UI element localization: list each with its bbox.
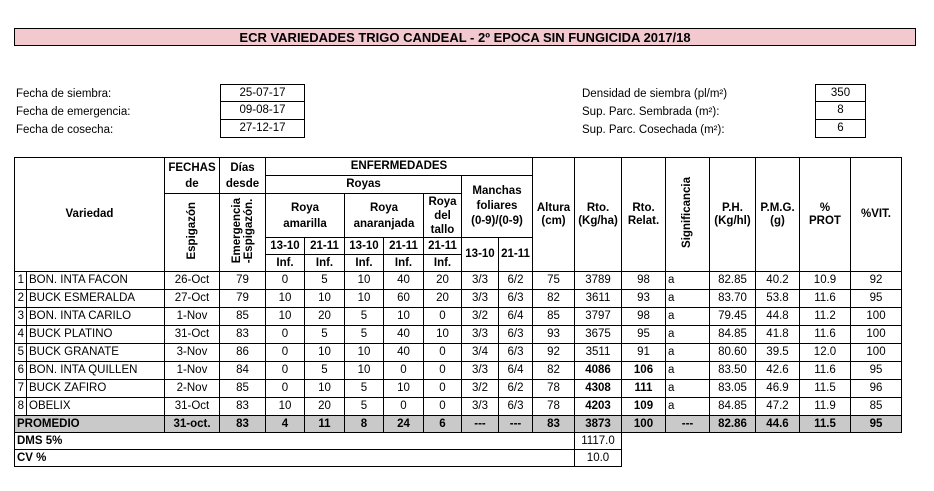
table-row <box>15 398 902 416</box>
cell: 11.9 <box>800 398 851 416</box>
cv-label: CV % <box>15 450 575 467</box>
cell: 106 <box>622 362 666 380</box>
cell: 20 <box>305 398 345 416</box>
cell: 0 <box>266 380 305 398</box>
cell: 20 <box>424 290 462 308</box>
cell: a <box>666 398 710 416</box>
cell: 10 <box>266 398 305 416</box>
cell: 109 <box>622 398 666 416</box>
cell: 0 <box>424 380 462 398</box>
pmg-header: P.M.G. (g) <box>756 158 800 272</box>
fecha-siembra-label: Fecha de siembra: <box>16 88 112 100</box>
cell: 3/3 <box>462 326 499 344</box>
cell: 0 <box>424 398 462 416</box>
cell: 6/3 <box>499 290 533 308</box>
cell: 6/2 <box>499 380 533 398</box>
cell: 3/2 <box>462 308 499 326</box>
cell: 3873 <box>575 416 622 433</box>
date-header: 21-11 <box>499 238 533 272</box>
date-header: 21-11 <box>384 238 424 255</box>
cell: 10 <box>305 290 345 308</box>
cell: 53.8 <box>756 290 800 308</box>
cell: 3611 <box>575 290 622 308</box>
cell: 82 <box>533 362 575 380</box>
cell: 100 <box>622 416 666 433</box>
cell: 46.9 <box>756 380 800 398</box>
cell: 5 <box>305 362 345 380</box>
cell: 95 <box>622 326 666 344</box>
variety-name: BON. INTA CARILO <box>27 308 165 326</box>
cell: 3/2 <box>462 380 499 398</box>
rto-header: Rto. (Kg/ha) <box>575 158 622 272</box>
inf-header: Inf. <box>345 255 384 272</box>
cell: 10 <box>305 380 345 398</box>
date-header: 13-10 <box>345 238 384 255</box>
cell: 3-Nov <box>165 344 220 362</box>
table-row <box>15 326 902 344</box>
cell: 4 <box>266 416 305 433</box>
cell: 44.6 <box>756 416 800 433</box>
cv-row <box>15 450 902 467</box>
cell: 1-Nov <box>165 362 220 380</box>
date-header: 21-11 <box>305 238 345 255</box>
dms-row <box>15 433 902 450</box>
inf-header: Inf. <box>266 255 305 272</box>
cell: 31-Oct <box>165 398 220 416</box>
cell: 92 <box>533 344 575 362</box>
variety-name: BON. INTA FACON <box>27 272 165 290</box>
cell: 78 <box>533 398 575 416</box>
cell: 20 <box>424 272 462 290</box>
cell: 82.86 <box>710 416 756 433</box>
table-row <box>15 380 902 398</box>
cell: 20 <box>305 308 345 326</box>
cell: 6 <box>424 416 462 433</box>
row-index: 8 <box>15 398 27 416</box>
cell: 3/3 <box>462 272 499 290</box>
cell: 3797 <box>575 308 622 326</box>
royas-header: Royas <box>266 176 462 194</box>
date-header: 13-10 <box>266 238 305 255</box>
cell: 24 <box>384 416 424 433</box>
inf-header: Inf. <box>424 255 462 272</box>
cell: 4203 <box>575 398 622 416</box>
cell: 79 <box>220 290 266 308</box>
cell: 85 <box>220 308 266 326</box>
cell: 5 <box>305 272 345 290</box>
cell: 10 <box>345 272 384 290</box>
table-row <box>15 362 902 380</box>
cell: --- <box>666 416 710 433</box>
promedio-label: PROMEDIO <box>15 416 165 433</box>
promedio-row <box>15 416 902 433</box>
cell: a <box>666 290 710 308</box>
variety-name: BUCK PLATINO <box>27 326 165 344</box>
row-index: 5 <box>15 344 27 362</box>
ph-header: P.H. (Kg/hl) <box>710 158 756 272</box>
cell: 3/3 <box>462 362 499 380</box>
cell: 5 <box>345 380 384 398</box>
sup-sembrada-value: 8 <box>815 102 866 120</box>
densidad-label: Densidad de siembra (pl/m²) <box>582 88 728 100</box>
cell: 92 <box>851 272 902 290</box>
cell: 10 <box>384 380 424 398</box>
dms-value: 1117.0 <box>575 433 622 450</box>
roya-anaranjada-header: Roya anaranjada <box>345 194 424 238</box>
cell: 0 <box>424 308 462 326</box>
cell: 2-Nov <box>165 380 220 398</box>
cell: 91 <box>622 344 666 362</box>
cell: 11.2 <box>800 308 851 326</box>
variety-name: BUCK GRANATE <box>27 344 165 362</box>
cell: 5 <box>305 326 345 344</box>
sup-cosechada-label: Sup. Parc. Cosechada (m²): <box>582 124 725 136</box>
cell: 3675 <box>575 326 622 344</box>
cell: 10 <box>266 290 305 308</box>
cell: 26-Oct <box>165 272 220 290</box>
cell: 11.6 <box>800 326 851 344</box>
cell: 95 <box>851 362 902 380</box>
dms-label: DMS 5% <box>15 433 575 450</box>
cell: 6/3 <box>499 344 533 362</box>
cell: 0 <box>384 362 424 380</box>
cell: 41.8 <box>756 326 800 344</box>
cell: 0 <box>266 272 305 290</box>
cell: 85 <box>851 398 902 416</box>
cell: 10 <box>266 308 305 326</box>
variedad-header: Variedad <box>15 158 165 272</box>
cell: 10 <box>345 344 384 362</box>
sup-sembrada-label: Sup. Parc. Sembrada (m²): <box>582 106 720 118</box>
results-table <box>14 157 902 467</box>
page-title: ECR VARIEDADES TRIGO CANDEAL - 2º EPOCA SIN FUNGICIDA 2017/18 <box>14 28 916 46</box>
cell: 3789 <box>575 272 622 290</box>
date-header: 13-10 <box>462 238 499 272</box>
cell: 0 <box>424 362 462 380</box>
cell: 40 <box>384 344 424 362</box>
cell: a <box>666 308 710 326</box>
cell: 8 <box>345 416 384 433</box>
roya-amarilla-header: Roya amarilla <box>266 194 345 238</box>
cell: 82.85 <box>710 272 756 290</box>
cell: 40.2 <box>756 272 800 290</box>
cell: 4308 <box>575 380 622 398</box>
variety-name: BUCK ZAFIRO <box>27 380 165 398</box>
cell: 5 <box>345 398 384 416</box>
cell: 3/3 <box>462 290 499 308</box>
cell: 11.6 <box>800 362 851 380</box>
cell: 3/4 <box>462 344 499 362</box>
altura-header: Altura (cm) <box>533 158 575 272</box>
cell: 11.5 <box>800 416 851 433</box>
row-index: 7 <box>15 380 27 398</box>
emergencia-espigazon-header: Emergencia -Espigazón. <box>220 194 266 272</box>
cell: a <box>666 362 710 380</box>
dias-header: Días desde <box>220 158 266 194</box>
row-index: 6 <box>15 362 27 380</box>
cell: 95 <box>851 290 902 308</box>
table-row <box>15 272 902 290</box>
cell: 6/4 <box>499 362 533 380</box>
cell: 12.0 <box>800 344 851 362</box>
cell: 82 <box>533 290 575 308</box>
cell: 98 <box>622 272 666 290</box>
cell: 75 <box>533 272 575 290</box>
fecha-emergencia-value: 09-08-17 <box>220 102 305 120</box>
cell: 93 <box>622 290 666 308</box>
table-row <box>15 344 902 362</box>
cell: 11.5 <box>800 380 851 398</box>
cell: 98 <box>622 308 666 326</box>
cv-value: 10.0 <box>575 450 622 467</box>
cell: 83.05 <box>710 380 756 398</box>
cell: 93 <box>533 326 575 344</box>
cell: 80.60 <box>710 344 756 362</box>
cell: 85 <box>220 380 266 398</box>
cell: 11 <box>305 416 345 433</box>
cell: 79.45 <box>710 308 756 326</box>
cell: 10 <box>345 362 384 380</box>
cell: 84.85 <box>710 326 756 344</box>
variety-name: OBELIX <box>27 398 165 416</box>
cell: 10 <box>384 308 424 326</box>
cell: 3511 <box>575 344 622 362</box>
date-header: 21-11 <box>424 238 462 255</box>
cell: 0 <box>266 326 305 344</box>
cell: 31-Oct <box>165 326 220 344</box>
cell: 96 <box>851 380 902 398</box>
cell: 0 <box>266 362 305 380</box>
cell: 100 <box>851 344 902 362</box>
cell: 6/2 <box>499 272 533 290</box>
variety-name: BUCK ESMERALDA <box>27 290 165 308</box>
cell: 83 <box>533 416 575 433</box>
cell: 0 <box>424 344 462 362</box>
cell: 10 <box>345 290 384 308</box>
cell: 86 <box>220 344 266 362</box>
row-index: 3 <box>15 308 27 326</box>
cell: 60 <box>384 290 424 308</box>
cell: 47.2 <box>756 398 800 416</box>
cell: 83 <box>220 398 266 416</box>
cell: 83 <box>220 326 266 344</box>
fecha-siembra-value: 25-07-17 <box>220 84 305 102</box>
cell: a <box>666 272 710 290</box>
cell: 84.85 <box>710 398 756 416</box>
cell: 3/3 <box>462 398 499 416</box>
enfermedades-header: ENFERMEDADES <box>266 158 533 176</box>
roya-tallo-header: Roya del tallo <box>424 194 462 238</box>
cell: 27-Oct <box>165 290 220 308</box>
rto-relat-header: Rto. Relat. <box>622 158 666 272</box>
cell: 10 <box>305 344 345 362</box>
cell: 4086 <box>575 362 622 380</box>
cell: 85 <box>533 308 575 326</box>
cell: 31-oct. <box>165 416 220 433</box>
cell: 0 <box>266 344 305 362</box>
cell: 78 <box>533 380 575 398</box>
cell: 79 <box>220 272 266 290</box>
significancia-header: Significancia <box>666 158 710 272</box>
cell: 40 <box>384 272 424 290</box>
row-index: 1 <box>15 272 27 290</box>
cell: 11.6 <box>800 290 851 308</box>
fecha-emergencia-label: Fecha de emergencia: <box>16 106 131 118</box>
cell: 44.8 <box>756 308 800 326</box>
inf-header: Inf. <box>305 255 345 272</box>
cell: --- <box>462 416 499 433</box>
variety-name: BON. INTA QUILLEN <box>27 362 165 380</box>
prot-header: % PROT <box>800 158 851 272</box>
table-row <box>15 308 902 326</box>
cell: 0 <box>384 398 424 416</box>
cell: --- <box>499 416 533 433</box>
fecha-cosecha-label: Fecha de cosecha: <box>16 124 114 136</box>
cell: 40 <box>384 326 424 344</box>
cell: 6/3 <box>499 326 533 344</box>
cell: 1-Nov <box>165 308 220 326</box>
cell: 83 <box>220 416 266 433</box>
cell: 39.5 <box>756 344 800 362</box>
cell: 10.9 <box>800 272 851 290</box>
cell: 5 <box>345 308 384 326</box>
cell: a <box>666 326 710 344</box>
vit-header: %VIT. <box>851 158 902 272</box>
cell: 6/4 <box>499 308 533 326</box>
cell: 111 <box>622 380 666 398</box>
row-index: 2 <box>15 290 27 308</box>
table-row <box>15 290 902 308</box>
manchas-header: Manchas foliares (0-9)/(0-9) <box>462 176 533 238</box>
cell: 100 <box>851 308 902 326</box>
cell: 100 <box>851 326 902 344</box>
row-index: 4 <box>15 326 27 344</box>
densidad-value: 350 <box>815 84 866 102</box>
espigazon-header: Espigazón <box>165 194 220 272</box>
fechas-header: FECHAS de <box>165 158 220 194</box>
sup-cosechada-value: 6 <box>815 120 866 138</box>
cell: a <box>666 380 710 398</box>
fecha-cosecha-value: 27-12-17 <box>220 120 305 138</box>
cell: 5 <box>345 326 384 344</box>
cell: 6/3 <box>499 398 533 416</box>
inf-header: Inf. <box>384 255 424 272</box>
cell: 84 <box>220 362 266 380</box>
cell: 83.50 <box>710 362 756 380</box>
cell: 10 <box>424 326 462 344</box>
cell: 42.6 <box>756 362 800 380</box>
cell: a <box>666 344 710 362</box>
cell: 95 <box>851 416 902 433</box>
cell: 83.70 <box>710 290 756 308</box>
